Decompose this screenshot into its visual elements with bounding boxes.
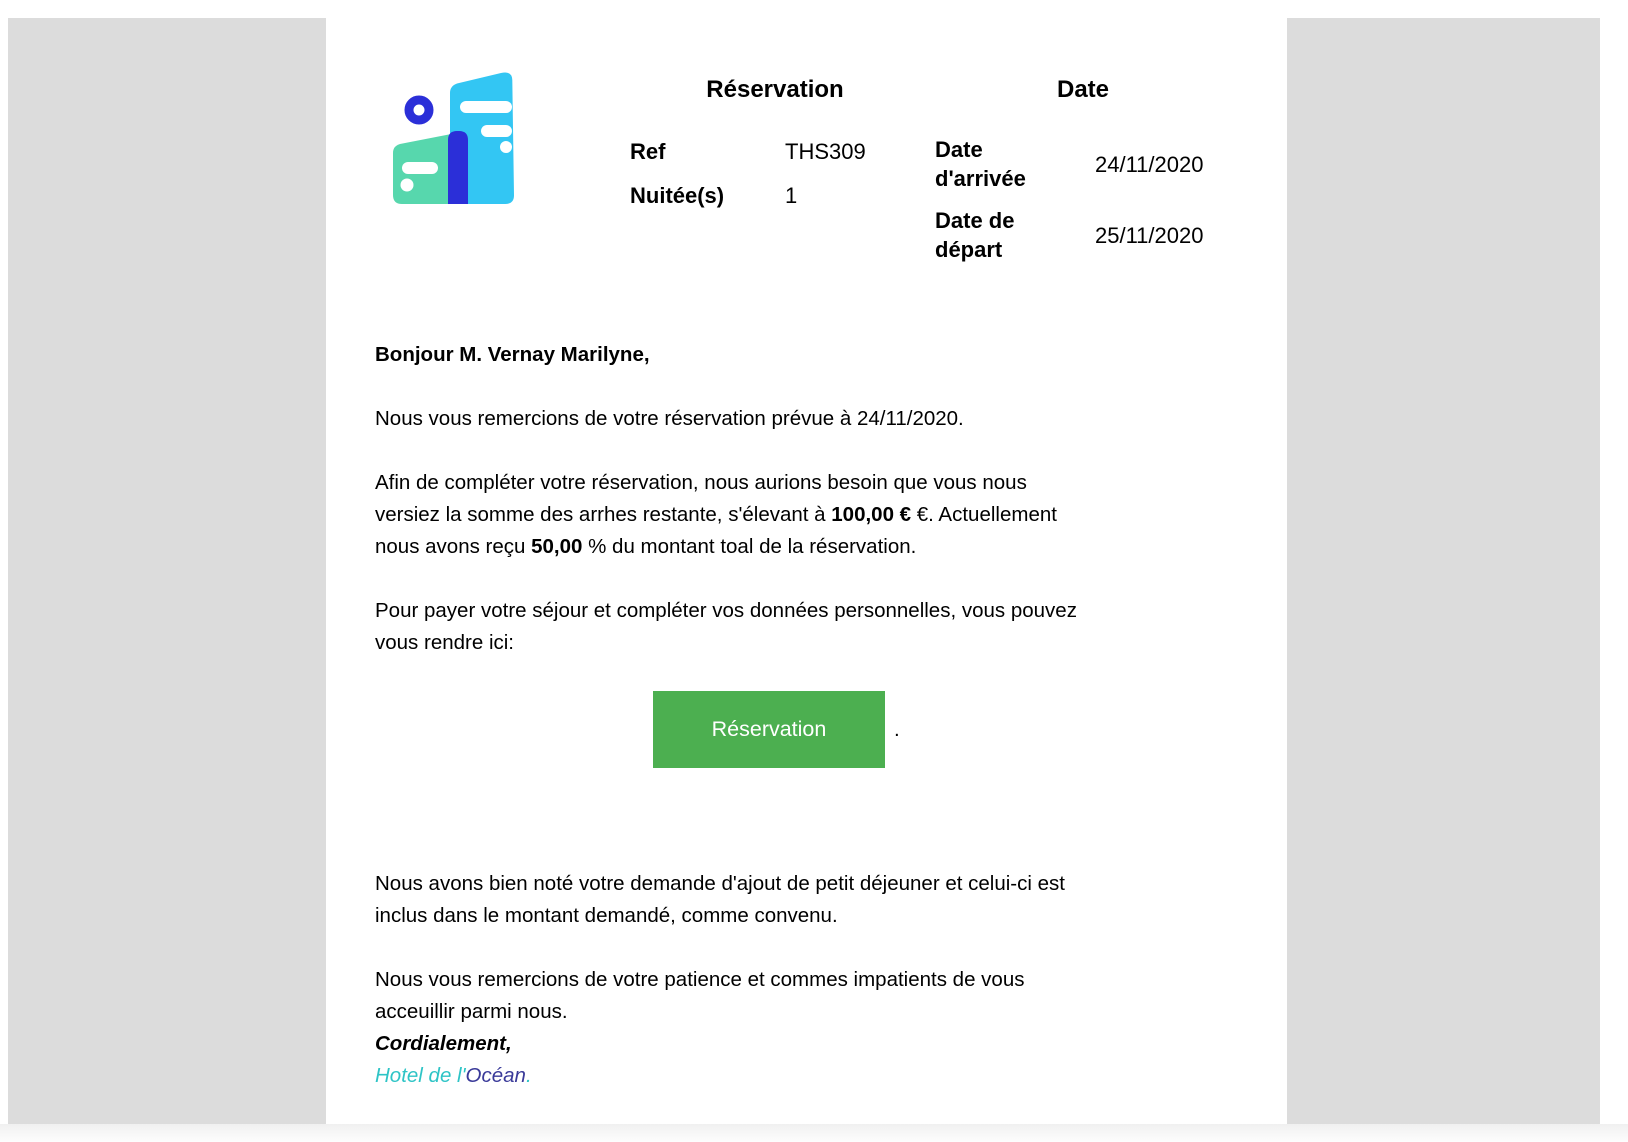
arrival-date-label: Date d'arrivée: [935, 137, 1026, 191]
date-table: [935, 135, 1231, 264]
hotel-logo: [362, 49, 522, 209]
paragraph-thanks: Nous vous remercions de votre réservation prévue à 24/11/2020.: [375, 407, 964, 430]
button-suffix-period: .: [894, 717, 900, 741]
amount-due: 100,00 €: [831, 503, 912, 526]
reservation-title: Réservation: [706, 76, 844, 103]
cyan-building-window-bar-2: [481, 125, 512, 137]
paragraph-pay-link: Pour payer votre séjour et compléter vos données personnelles, vous pouvez vous rendre ici:: [375, 599, 1077, 654]
button-row: [375, 691, 1175, 768]
left-gray-panel: [8, 18, 326, 1124]
nights-label: Nuitée(s): [630, 183, 725, 208]
reservation-summary: [630, 75, 920, 211]
departure-date-value: 25/11/2020: [1095, 222, 1204, 248]
ref-label: Ref: [630, 139, 666, 164]
departure-date-label: Date de départ: [935, 208, 1015, 262]
paragraph-patience-and-signature: Nous vous remercions de votre patience et commes impatients de vous acceuillir parmi nous. Cordialement, Hotel de l'Océan.: [375, 964, 1175, 1092]
mint-building-window-dot: [401, 179, 414, 192]
reservation-table: [630, 137, 920, 211]
arrival-date-value: 24/11/2020: [1095, 151, 1204, 177]
percent-received: 50,00: [531, 535, 583, 558]
bottom-strip: [0, 1124, 1628, 1142]
paragraph-payment: Afin de compléter votre réservation, nous aurions besoin que vous nous versiez la somme des arrhes restante, s'élevant à 100,00 € €. Actuellement nous avons reçu 50,00 % du montant toal de la réservation.: [375, 471, 1057, 558]
reservation-button[interactable]: Réservation: [653, 691, 885, 768]
hotel-buildings-icon: [362, 49, 522, 209]
right-gray-panel: [1287, 18, 1600, 1124]
donut-icon: [409, 100, 429, 120]
cyan-building-window-bar-1: [460, 101, 512, 113]
mint-building-window-bar: [402, 162, 438, 174]
email-body: [326, 0, 1287, 1124]
greeting: Bonjour M. Vernay Marilyne,: [375, 343, 650, 366]
date-title: Date: [1056, 76, 1110, 103]
ref-value: THS309: [785, 139, 866, 164]
indigo-pillar-shape: [448, 131, 468, 204]
cyan-building-window-dot: [500, 141, 512, 153]
date-summary: [935, 75, 1231, 264]
hotel-signature: Hotel de l'Océan.: [375, 1064, 532, 1087]
paragraph-breakfast: Nous avons bien noté votre demande d'ajout de petit déjeuner et celui-ci est inclus dans le montant demandé, comme convenu.: [375, 872, 1065, 927]
nights-value: 1: [785, 183, 798, 208]
closing: Cordialement,: [375, 1032, 512, 1055]
letter: [375, 339, 1175, 1124]
